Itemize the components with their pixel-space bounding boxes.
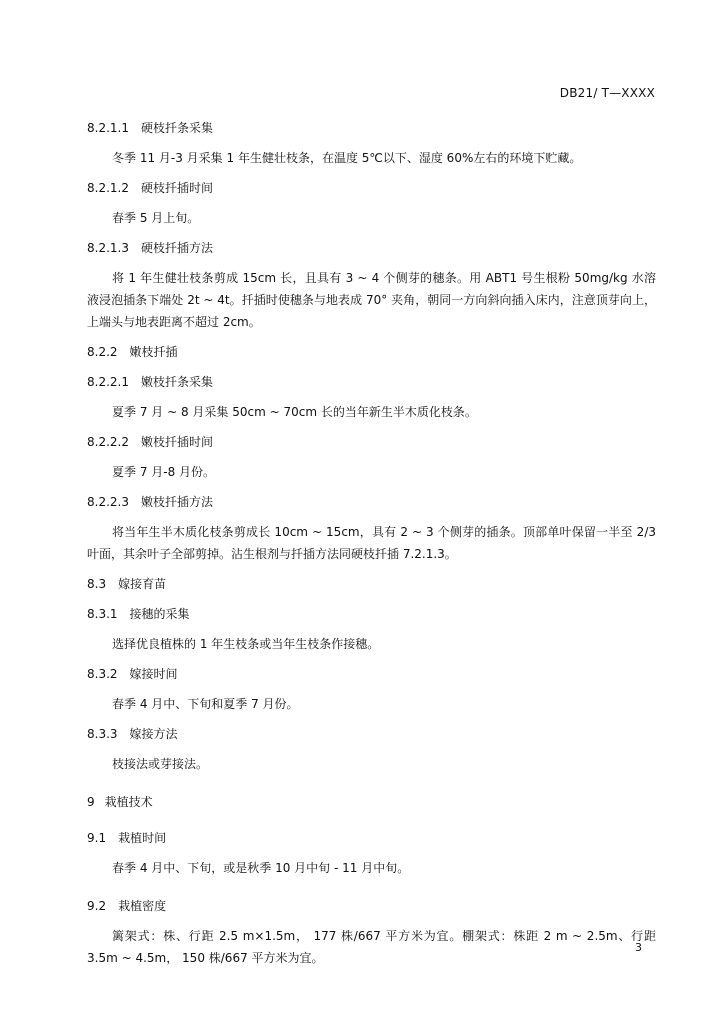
clause-title: 嫁接育苗 xyxy=(118,577,167,591)
clause-heading xyxy=(87,827,656,849)
clause-heading xyxy=(87,177,656,199)
standard-code: DB21/ T—XXXX xyxy=(559,86,655,100)
clause-title: 硬枝扦条采集 xyxy=(140,121,213,135)
clause-heading xyxy=(87,723,656,745)
clause-heading xyxy=(87,371,656,393)
clause-number: 8.2.2.1 xyxy=(87,375,129,389)
clause-title: 嫁接方法 xyxy=(129,727,178,741)
clause-number: 8.3.3 xyxy=(87,727,118,741)
clause-title: 嫩枝扦插 xyxy=(129,345,178,359)
clause-title: 接穗的采集 xyxy=(129,607,190,621)
clause-paragraph: 篱架式：株、行距 2.5 m×1.5m， 177 株/667 平方米为宜。棚架式：株距 2 m ~ 2.5m、行距 3.5m ~ 4.5m， 150 株/667 平方米为宜。 xyxy=(87,929,656,965)
clause-heading xyxy=(87,895,656,917)
clause-number: 8.2.1.2 xyxy=(87,181,129,195)
clause-number: 8.3 xyxy=(87,577,107,591)
chapter-title: 栽植技术 xyxy=(104,795,153,809)
clause-heading xyxy=(87,603,656,625)
clause-paragraph: 冬季 11 月-3 月采集 1 年生健壮枝条，在温度 5℃以下、湿度 60%左右的环境下贮藏。 xyxy=(112,151,582,165)
clause-paragraph: 夏季 7 月-8 月份。 xyxy=(112,465,216,479)
clause-number: 9.2 xyxy=(87,899,107,913)
clause-paragraph: 春季 5 月上旬。 xyxy=(112,211,200,225)
clause-number: 8.2.2.2 xyxy=(87,435,129,449)
clause-heading xyxy=(87,237,656,259)
clause-paragraph: 选择优良植株的 1 年生枝条或当年生枝条作接穗。 xyxy=(112,637,380,651)
clause-heading xyxy=(87,341,656,363)
clause-title: 硬枝扦插方法 xyxy=(140,241,213,255)
clause-paragraph: 春季 4 月中、下旬，或是秋季 10 月中旬 - 11 月中旬。 xyxy=(112,861,410,875)
clause-heading xyxy=(87,431,656,453)
clause-number: 9.1 xyxy=(87,831,107,845)
clause-title: 嫁接时间 xyxy=(129,667,178,681)
clause-title: 嫩枝扦插方法 xyxy=(140,495,213,509)
clause-paragraph: 夏季 7 月 ~ 8 月采集 50cm ~ 70cm 长的当年新生半木质化枝条。 xyxy=(112,405,477,419)
clause-number: 8.3.1 xyxy=(87,607,118,621)
clause-heading xyxy=(87,573,656,595)
clause-title: 硬枝扦插时间 xyxy=(140,181,213,195)
page-number: 3 xyxy=(635,941,642,954)
clause-paragraph: 将 1 年生健壮枝条剪成 15cm 长，且具有 3 ~ 4 个侧芽的穗条。用 ABT1 号生根粉 50mg/kg 水溶液浸泡插条下端处 2t ~ 4t。扦插时使穗条与地表成 70° 夹角，朝同一方向斜向插入床内，注意顶芽向上，上端头与地表距离不超过 2cm。 xyxy=(87,271,656,329)
clause-number: 8.2.1.3 xyxy=(87,241,129,255)
clause-title: 栽植密度 xyxy=(118,899,167,913)
chapter-number: 9 xyxy=(87,795,95,809)
clause-number: 8.2.2 xyxy=(87,345,118,359)
clause-paragraph: 将当年生半木质化枝条剪成长 10cm ~ 15cm，具有 2 ~ 3 个侧芽的插条。顶部单叶保留一半至 2/3 叶面，其余叶子全部剪掉。沾生根剂与扦插方法同硬枝扦插 7.2.1.3。 xyxy=(87,525,656,561)
clause-heading xyxy=(87,491,656,513)
clause-heading xyxy=(87,117,656,139)
clause-title: 嫩枝扦条采集 xyxy=(140,375,213,389)
clause-number: 8.3.2 xyxy=(87,667,118,681)
clause-number: 8.2.1.1 xyxy=(87,121,129,135)
chapter-heading xyxy=(87,791,656,813)
clause-title: 嫩枝扦插时间 xyxy=(140,435,213,449)
clause-paragraph: 春季 4 月中、下旬和夏季 7 月份。 xyxy=(112,697,299,711)
clause-number: 8.2.2.3 xyxy=(87,495,129,509)
clause-heading xyxy=(87,663,656,685)
clause-paragraph: 枝接法或芽接法。 xyxy=(112,757,209,771)
document-body xyxy=(87,117,656,977)
clause-title: 栽植时间 xyxy=(118,831,167,845)
